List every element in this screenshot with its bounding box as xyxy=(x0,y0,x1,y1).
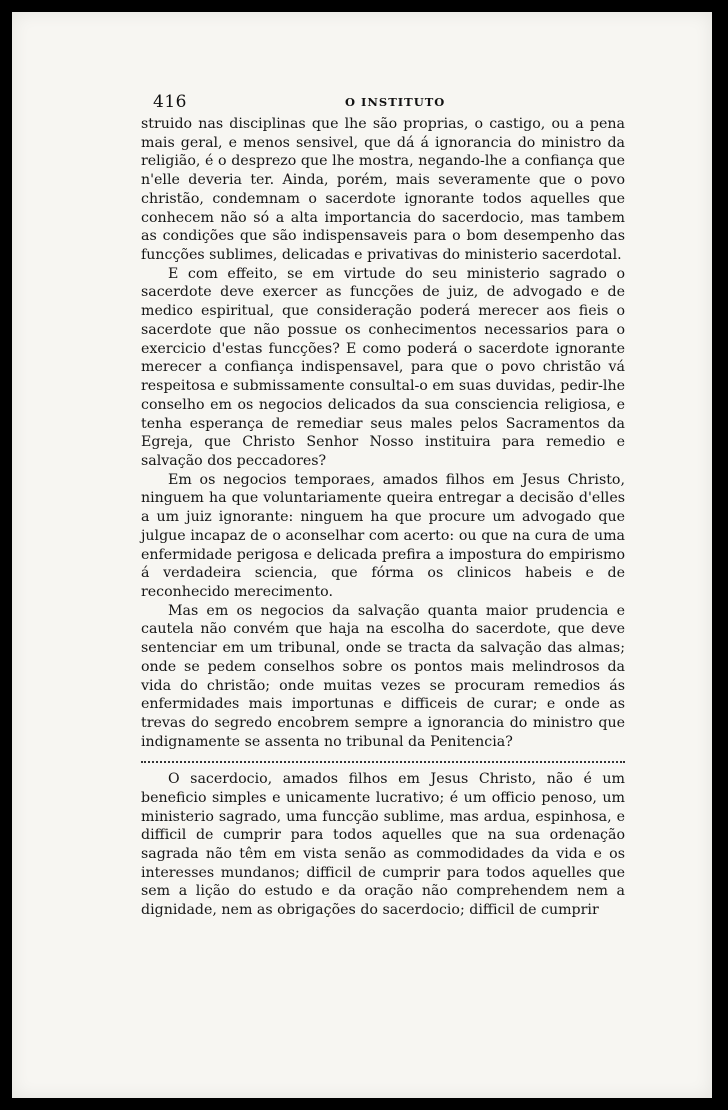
running-title: O INSTITUTO xyxy=(345,95,446,109)
paragraph-2: E com effeito, se em virtude do seu ministerio sagrado o sacerdote deve exercer as funcções de juiz, de advogado e de medico espiritual, que consideração poderá merecer aos fieis o sacerdote que não possue os conhecimentos necessarios para o exercicio d'estas funcções? E como poderá o sacerdote ignorante merecer a confiança indispensavel, para que o povo christão vá respeitosa e submissamente consultal-o em suas duvidas, pedir-lhe conselho em os negocios delicados da sua consciencia religiosa, e tenha esperança de remediar seus males pelos Sacramentos da Egreja, que Christo Senhor Nosso instituira para remedio e salvação dos peccadores? xyxy=(141,265,625,469)
page-number: 416 xyxy=(153,92,187,112)
paragraph-5: O sacerdocio, amados filhos em Jesus Christo, não é um beneficio simples e unicamente lucrativo; é um officio penoso, um ministerio sagrado, uma funcção sublime, mas ardua, espinhosa, e difficil de cumprir para todos aquelles que na sua ordenação sagrada não têm em vista senão as commodidades da vida e os interesses mundanos; difficil de cumprir para todos aquelles que sem a lição do estudo e da oração não comprehendem nem a dignidade, nem as obrigações do sacerdocio; difficil de cumprir xyxy=(141,771,625,919)
paragraph-3: Em os negocios temporaes, amados filhos em Jesus Christo, ninguem ha que voluntariamente queira entregar a decisão d'elles a um juiz ignorante: ninguem ha que procure um advogado que julgue incapaz de o aconselhar com acerto: ou que na cura de uma enfermidade perigosa e delicada prefira a impostura do empirismo á verdadeira sciencia, que fórma os clinicos habeis e de reconhecido merecimento. xyxy=(141,471,625,600)
paragraph-4: Mas em os negocios da salvação quanta maior prudencia e cautela não convém que haja na escolha do sacerdote, que deve sentenciar em um tribunal, onde se tracta da salvação das almas; onde se pedem conselhos sobre os pontos mais melindrosos da vida do christão; onde muitas vezes se procuram remedios ás enfermidades mais importunas e difficeis de curar; e onde as trevas do segredo encobrem sempre a ignorancia do ministro que indignamente se assenta no tribunal da Penitencia? xyxy=(141,602,625,750)
body-text xyxy=(141,115,625,920)
paragraph-1: struido nas disciplinas que lhe são proprias, o castigo, ou a pena mais geral, e menos sensivel, que dá á ignorancia do ministro da religião, é o desprezo que lhe mostra, negando-lhe a confiança que n'elle deveria ter. Ainda, porém, mais severamente que o povo christão, condemnam o sacerdote ignorante todos aquelles que conhecem não só a alta importancia do sacerdocio, mas tambem as condições que são indispensaveis para o bom desempenho das funcções sublimes, delicadas e privativas do ministerio sacerdotal. xyxy=(141,116,625,264)
section-divider xyxy=(141,751,625,770)
